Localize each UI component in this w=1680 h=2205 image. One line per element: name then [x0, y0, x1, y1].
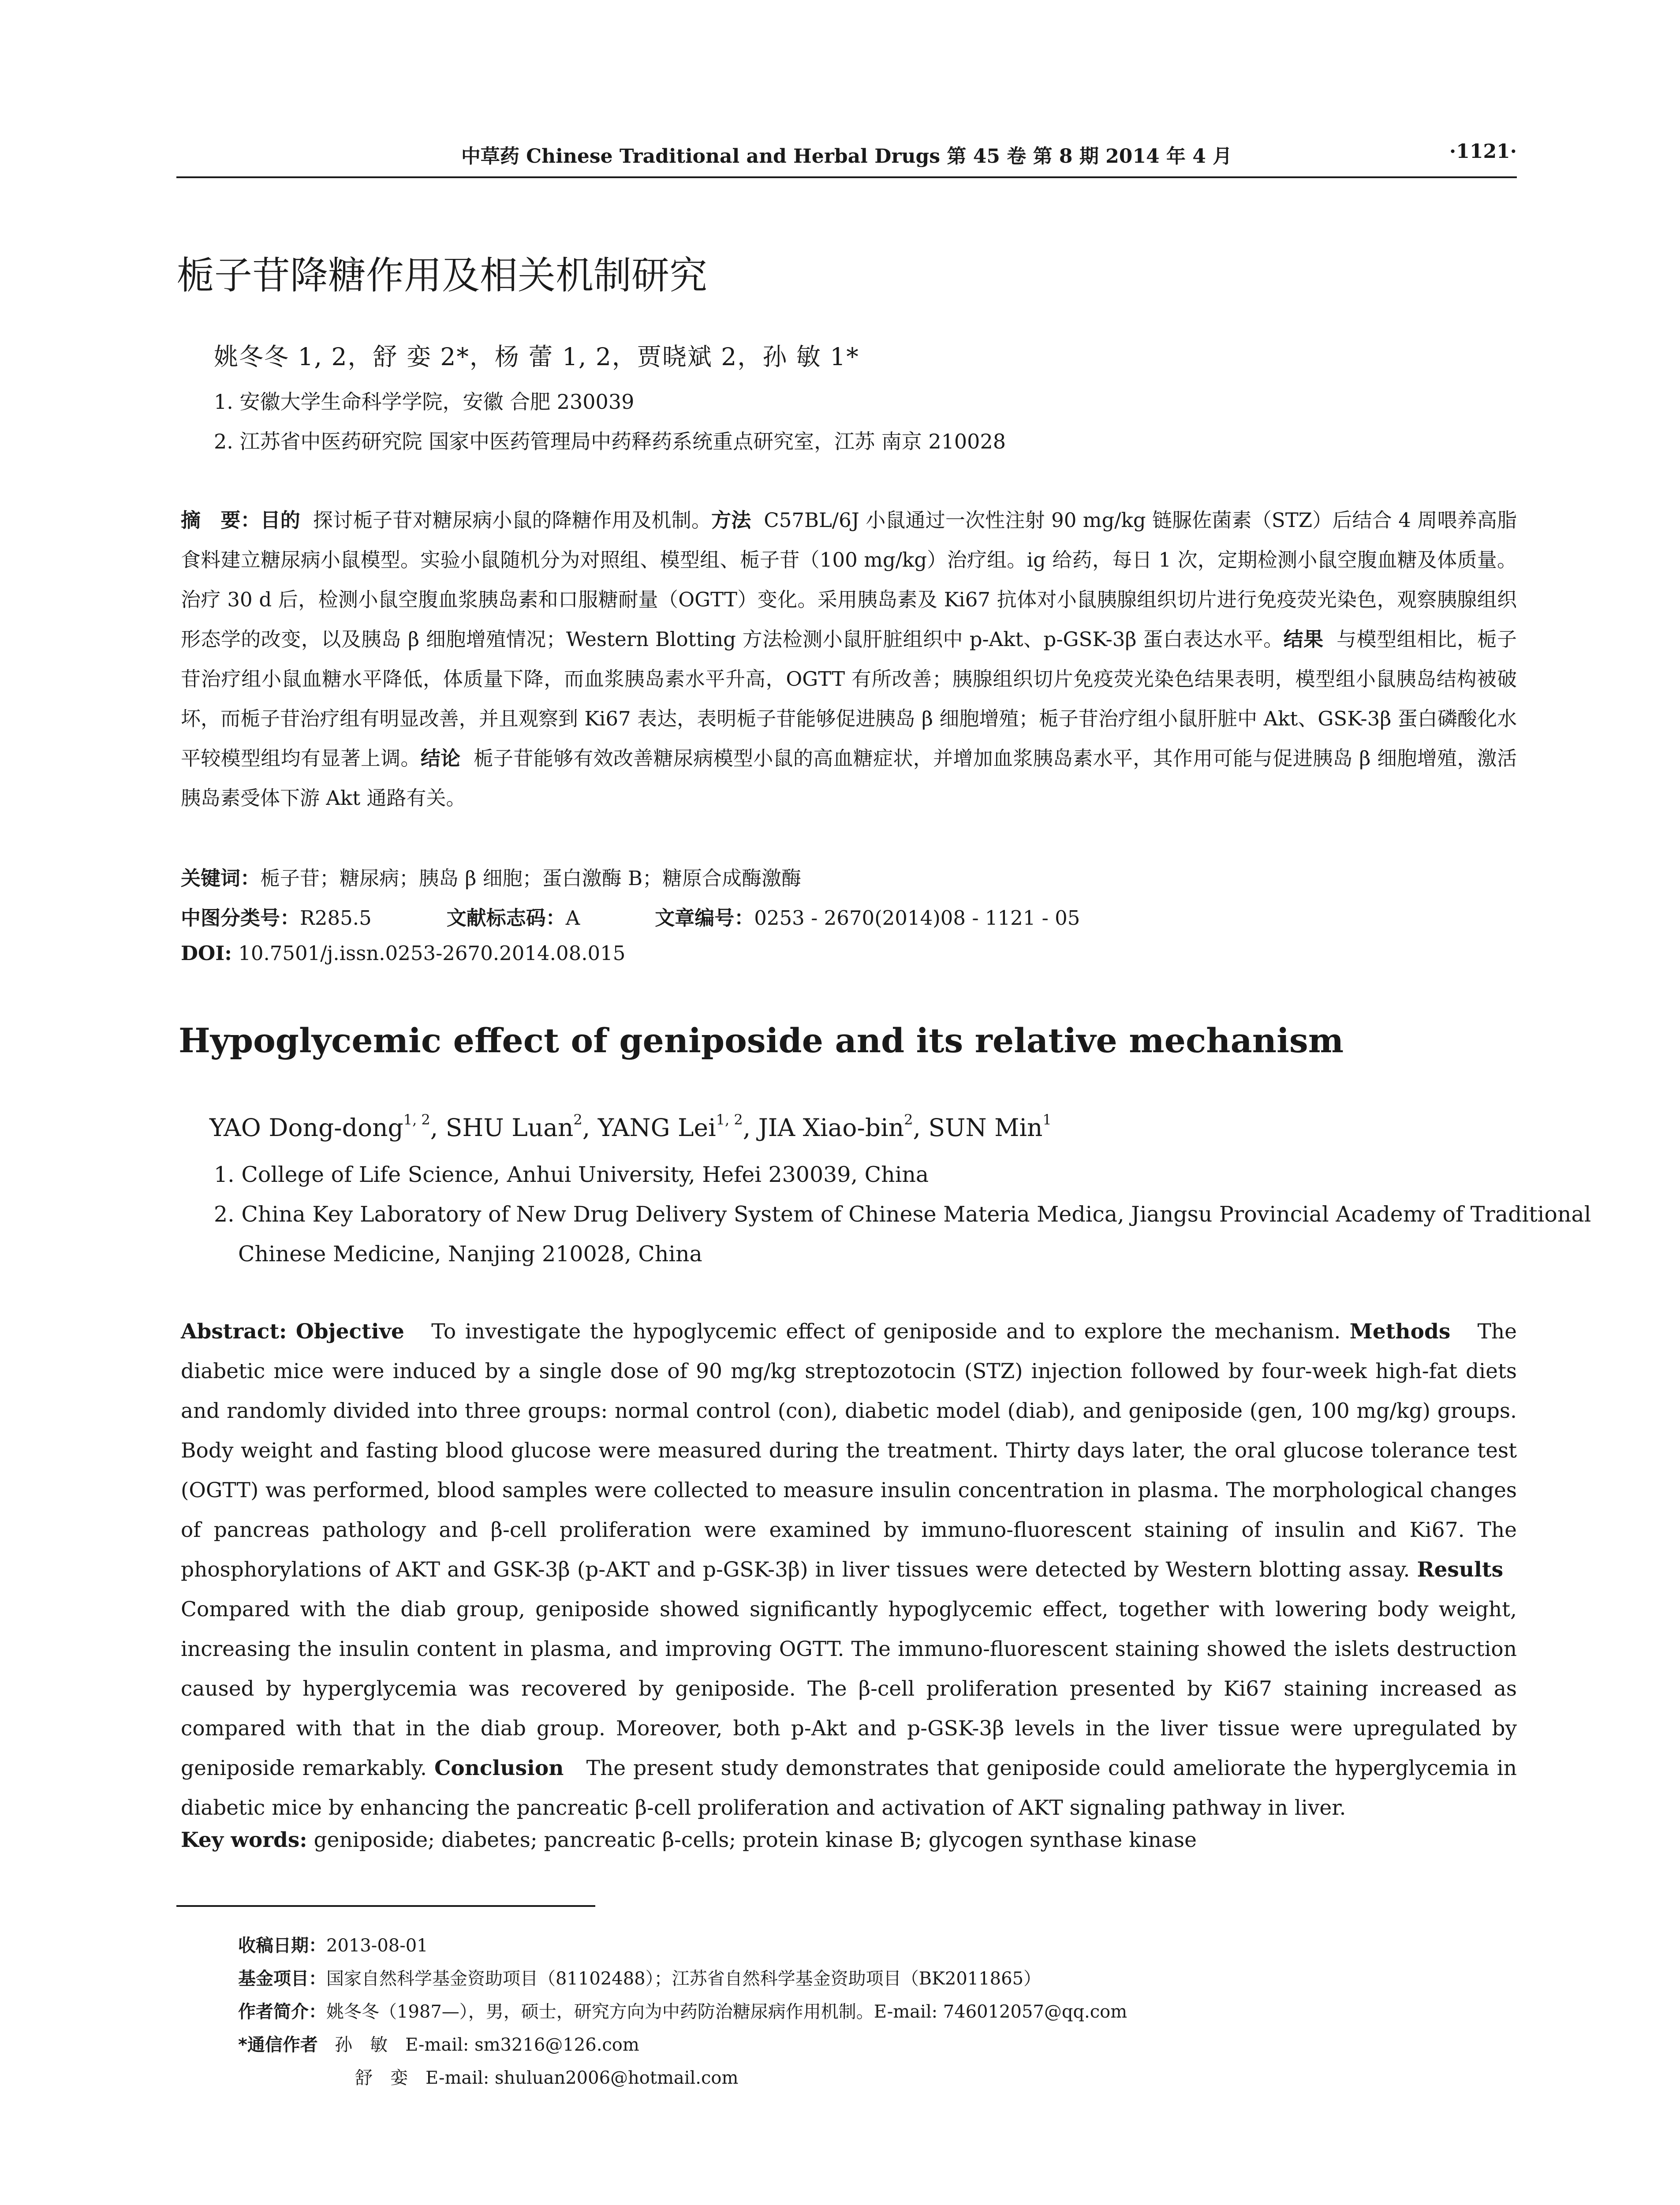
- author-name: JIA Xiao-bin: [758, 1114, 904, 1142]
- english-abstract: [181, 1312, 1517, 1828]
- doi-row: [181, 942, 625, 965]
- chinese-authors: 姚冬冬 1, 2，舒 娈 2*，杨 蕾 1, 2，贾晓斌 2，孙 敏 1*: [214, 343, 859, 371]
- footnote-corresponding-2: 舒 娈 E-mail: shuluan2006@hotmail.com: [355, 2068, 739, 2088]
- journal-line: 中草药 Chinese Traditional and Herbal Drugs 第 45 卷 第 8 期 2014 年 4 月: [461, 145, 1232, 168]
- clc-value: R285.5: [300, 906, 372, 930]
- methods-text: C57BL/6J 小鼠通过一次性注射 90 mg/kg 链脲佐菌素（STZ）后结合 4 周喂养高脂食料建立糖尿病小鼠模型。实验小鼠随机分为对照组、模型组、栀子苷（100 mg/kg）治疗组。ig 给药，每日 1 次，定期检测小鼠空腹血糖及体质量。治疗 30 d 后，检测小鼠空腹血浆胰岛素和口服糖耐量（OGTT）变化。采用胰岛素及 Ki67 抗体对小鼠胰腺组织切片进行免疫荧光染色，观察胰腺组织形态学的改变，以及胰岛 β 细胞增殖情况；Western Blotting 方法检测小鼠肝脏组织中 p-Akt、p-GSK-3β 蛋白表达水平。: [181, 508, 1517, 651]
- keywords-label: Key words:: [181, 1828, 307, 1852]
- objective-label: Objective: [295, 1319, 404, 1344]
- footnote-fund: [238, 1965, 1041, 1990]
- objective-label: 目的: [260, 508, 300, 532]
- author-aff: 1, 2: [716, 1111, 743, 1128]
- methods-label: 方法: [711, 508, 751, 532]
- fund-label: 基金项目：: [238, 1969, 326, 1989]
- doc-code-label: 文献标志码：: [446, 906, 566, 930]
- keywords-text: geniposide; diabetes; pancreatic β-cells; protein kinase B; glycogen synthase kinase: [314, 1828, 1197, 1852]
- methods-label: Methods: [1349, 1319, 1451, 1344]
- received-value: 2013-08-01: [326, 1936, 428, 1956]
- objective-text: 探讨栀子苷对糖尿病小鼠的降糖作用及机制。: [313, 508, 712, 532]
- author-value: 姚冬冬（1987—），男，硕士，研究方向为中药防治糖尿病作用机制。E-mail: 746012057@qq.com: [326, 2002, 1127, 2022]
- results-text: Compared with the diab group, geniposide showed significantly hypoglycemic effect, together with lowering body weight, increasing the insulin content in plasma, and improving OGTT. The immuno-fluorescent staining showed the islets destruction caused by hyperglycemia was recovered by geniposide. The β-cell proliferation presented by Ki67 staining increased as compared with that in the diab group. Moreover, both p-Akt and p-GSK-3β levels in the liver tissue were upregulated by geniposide remarkably.: [181, 1597, 1517, 1780]
- classification-row: [181, 902, 1080, 931]
- results-label: 结果: [1283, 628, 1324, 651]
- abstract-label: Abstract:: [181, 1319, 287, 1344]
- doi-label: DOI:: [181, 942, 232, 965]
- chinese-affiliation-1: 1. 安徽大学生命科学学院，安徽 合肥 230039: [214, 390, 635, 414]
- clc-label: 中图分类号：: [181, 906, 300, 930]
- fund-value: 国家自然科学基金资助项目（81102488）；江苏省自然科学基金资助项目（BK2011865）: [326, 1969, 1042, 1989]
- objective-text: To investigate the hypoglycemic effect of geniposide and to explore the mechanism.: [431, 1319, 1341, 1344]
- english-keywords: [181, 1828, 1197, 1852]
- author-name: SUN Min: [928, 1114, 1043, 1142]
- english-affiliation-2: 2. China Key Laboratory of New Drug Delivery System of Chinese Materia Medica, Jiangsu Provincial Academy of Traditional: [214, 1202, 1591, 1227]
- header-rule: [176, 176, 1517, 178]
- results-label: Results: [1417, 1558, 1504, 1582]
- corr-value-1: 孙 敏 E-mail: sm3216@126.com: [335, 2035, 639, 2055]
- author-aff: 1, 2: [403, 1111, 430, 1128]
- footnote-corresponding: [238, 2031, 639, 2056]
- keywords-label: 关键词：: [181, 867, 261, 890]
- chinese-abstract: [181, 501, 1517, 818]
- keywords-text: 栀子苷；糖尿病；胰岛 β 细胞；蛋白激酶 B；糖原合成酶激酶: [260, 867, 802, 890]
- chinese-keywords: [181, 862, 801, 891]
- english-authors: YAO Dong-dong$^{1, 2}$, SHU Luan$^2$, YANG Lei$^{1, 2}$, JIA Xiao-bin$^2$, SUN Min$^1$: [209, 1111, 1052, 1142]
- article-no-label: 文章编号：: [655, 906, 754, 930]
- conclusion-text: The present study demonstrates that geniposide could ameliorate the hyperglycemia in diabetic mice by enhancing the pancreatic β-cell proliferation and activation of AKT signaling pathway in liver.: [181, 1756, 1517, 1820]
- conclusion-label: Conclusion: [434, 1756, 564, 1780]
- page-number: ·1121·: [1449, 140, 1517, 163]
- footnote-author: [238, 1998, 1127, 2023]
- results-text: 与模型组相比，栀子苷治疗组小鼠血糖水平降低，体质量下降，而血浆胰岛素水平升高，OGTT 有所改善；胰腺组织切片免疫荧光染色结果表明，模型组小鼠胰岛结构被破坏，而栀子苷治疗组有明显改善，并且观察到 Ki67 表达，表明栀子苷能够促进胰岛 β 细胞增殖；栀子苷治疗组小鼠肝脏中 Akt、GSK-3β 蛋白磷酸化水平较模型组均有显著上调。: [181, 628, 1517, 770]
- author-aff: 1: [1042, 1111, 1052, 1128]
- author-label: 作者简介：: [238, 2002, 326, 2022]
- conclusion-label: 结论: [420, 747, 461, 770]
- corr-label: *通信作者: [238, 2035, 318, 2055]
- author-aff: 2: [573, 1111, 582, 1128]
- doi-value: 10.7501/j.issn.0253-2670.2014.08.015: [238, 942, 626, 965]
- english-affiliation-2-cont: Chinese Medicine, Nanjing 210028, China: [238, 1241, 702, 1267]
- methods-text: The diabetic mice were induced by a single dose of 90 mg/kg streptozotocin (STZ) injection followed by four-week high-fat diets and randomly divided into three groups: normal control (con), diabetic model (diab), and geniposide (gen, 100 mg/kg) groups. Body weight and fasting blood glucose were measured during the treatment. Thirty days later, the oral glucose tolerance test (OGTT) was performed, blood samples were collected to measure insulin concentration in plasma. The morphological changes of pancreas pathology and β-cell proliferation were examined by immuno-fluorescent staining of insulin and Ki67. The phosphorylations of AKT and GSK-3β (p-AKT and p-GSK-3β) in liver tissues were detected by Western blotting assay.: [181, 1319, 1517, 1582]
- english-title: Hypoglycemic effect of geniposide and its relative mechanism: [179, 1021, 1344, 1060]
- footnote-rule: [176, 1905, 595, 1907]
- author-name: YANG Lei: [597, 1114, 716, 1142]
- author-name: SHU Luan: [445, 1114, 574, 1142]
- chinese-affiliation-2: 2. 江苏省中医药研究院 国家中医药管理局中药释药系统重点研究室，江苏 南京 210028: [214, 430, 1006, 453]
- english-affiliation-1: 1. College of Life Science, Anhui University, Hefei 230039, China: [214, 1162, 929, 1187]
- running-header: [176, 140, 1517, 171]
- conclusion-text: 栀子苷能够有效改善糖尿病模型小鼠的高血糖症状，并增加血浆胰岛素水平，其作用可能与促进胰岛 β 细胞增殖，激活胰岛素受体下游 Akt 通路有关。: [181, 747, 1517, 810]
- chinese-title: 栀子苷降糖作用及相关机制研究: [176, 254, 707, 298]
- received-label: 收稿日期：: [238, 1936, 326, 1956]
- abstract-label: 摘 要：: [181, 508, 261, 532]
- article-no-value: 0253 - 2670(2014)08 - 1121 - 05: [754, 906, 1080, 930]
- author-name: YAO Dong-dong: [209, 1114, 403, 1142]
- author-aff: 2: [904, 1111, 913, 1128]
- doc-code-value: A: [565, 906, 580, 930]
- footnote-received: [238, 1932, 428, 1957]
